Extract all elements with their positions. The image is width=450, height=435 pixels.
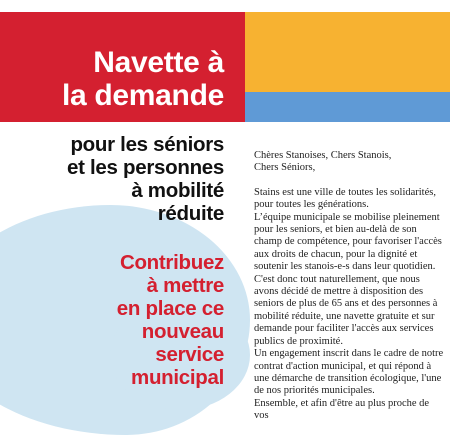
subtitle-line-1: pour les séniors bbox=[70, 133, 224, 156]
greeting-line-2: Chers Séniors, bbox=[254, 162, 316, 174]
page-title bbox=[0, 46, 224, 112]
title-line-2: la demande bbox=[61, 79, 224, 112]
blue-decor-block bbox=[245, 92, 450, 122]
letter-paragraph-3: C'est donc tout naturellement, que nous avons décidé de mettre à disposition des seniors de plus de 65 ans et des personnes à mobilité réduite, une navette gratuite et sur demande pour faciliter l'accès aux services publics de proximité. bbox=[254, 273, 438, 347]
callout-line-1: Contribuez bbox=[119, 251, 224, 274]
subtitle-line-2: et les personnes bbox=[67, 156, 224, 179]
greeting-line-1: Chères Stanoises, Chers Stanois, bbox=[254, 150, 392, 161]
letter-paragraph-2: L’équipe municipale se mobilise pleinement pour les seniors, et bien au-delà de son champ de compétence, pour favoriser l'accès aux droits de chacun, pour la dignité et soutenir les stanois-e-s dans leur quotidien. bbox=[254, 211, 442, 273]
letter-paragraph-1: Stains est une ville de toutes les solidarités, pour toutes les générations. bbox=[254, 186, 436, 211]
call-to-action bbox=[0, 251, 224, 389]
subtitle bbox=[0, 133, 224, 225]
callout-line-4: nouveau bbox=[141, 320, 224, 343]
callout-line-3: en place ce bbox=[116, 297, 224, 320]
callout-line-5: service bbox=[155, 343, 224, 366]
title-line-1: Navette à bbox=[93, 46, 224, 79]
letter-paragraph-5: Ensemble, et afin d'être au plus proche de vos bbox=[254, 397, 430, 422]
callout-line-2: à mettre bbox=[146, 274, 224, 297]
letter-paragraph-4: Un engagement inscrit dans le cadre de notre contrat d'action municipal, et qui répond à une démarche de transition écologique, l'une de nos priorités municipales. bbox=[254, 348, 444, 397]
subtitle-line-4: réduite bbox=[157, 202, 224, 225]
callout-line-6: municipal bbox=[131, 366, 224, 389]
subtitle-line-3: à mobilité bbox=[131, 179, 224, 202]
letter-body bbox=[254, 150, 444, 423]
yellow-decor-block bbox=[245, 12, 450, 92]
